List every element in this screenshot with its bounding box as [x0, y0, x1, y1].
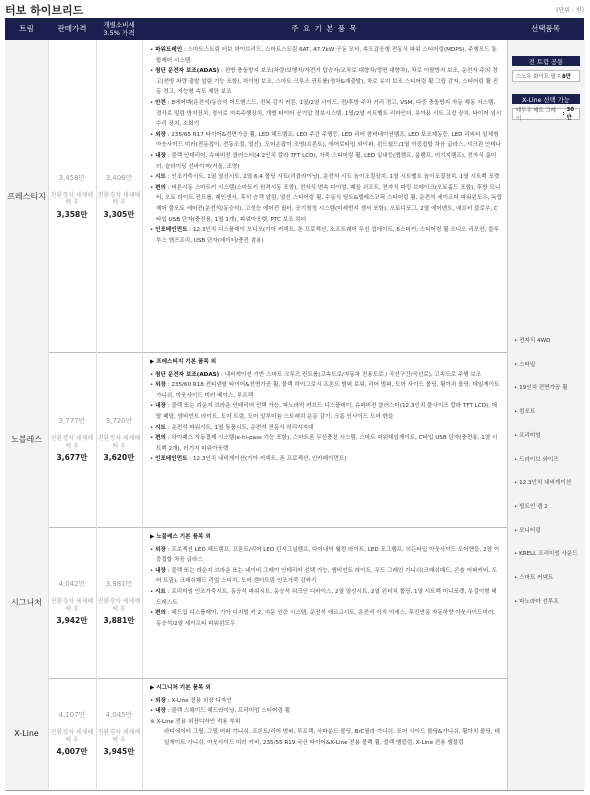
header-tax-price: [96, 18, 142, 40]
price-cell: [48, 527, 97, 678]
price-final: 3,358만: [56, 209, 88, 219]
option-item-price: 30만: [566, 107, 575, 121]
trim-name: 시그니처: [5, 527, 49, 678]
feature-item: • 인포테인먼트 : 12.3인치 디스플레이 오디오(기아 커넥트, 폰 프로젝션, 소프트웨어 무선 업데이트, 6스피커, 스티어링 휠 오디오 리모컨, 블루투스 핸즈프리, USB 단자(데이터/충전 겸용): [150, 227, 499, 244]
option-group-common-title: 전 트림 공통: [512, 56, 580, 66]
feature-item: • 안전 : 8에어백(운전석/동승석 어드밴스드, 전복 감지 커튼, 1열/2열 사이드, 전/후방 주차 거리 경고, VSM, 다중 충돌방지 자동 제동 시스템, 경사로 밀림 방지장치, 경사로 저속주행장치, 개별 타이어 공기압 경보시스템, 1열/2열 시트벨트 리마인더, 유아용 시트 고정 장치, 타이어 임시수리 장치, 소화기: [150, 99, 502, 128]
feature-list: [150, 683, 502, 749]
trim-row-prestige: [5, 40, 507, 353]
tax-price-original: 3,981만: [105, 580, 133, 588]
unit-label: (단위 : 원): [556, 7, 584, 14]
option-list-item: • 빌트인 캠 2: [514, 496, 584, 520]
tax-price-cell: [96, 678, 143, 789]
price-note: 친환경차 세제혜택 후: [50, 191, 94, 206]
header-tax-line2: 3.5% 가격: [103, 29, 135, 37]
option-item-label: 테두우 매트 그레이: [516, 108, 556, 122]
tax-price-cell: [96, 352, 143, 527]
tax-price-note: 친환경차 세제혜택 후: [97, 191, 141, 206]
tax-price-original: 3,720만: [105, 417, 133, 425]
feature-item: • 시트 : 프리미엄 인조가죽시트, 동승석 파워시트, 동승석 워크인 디바이스, 2열 열선시트, 2열 윈터치 폴딩, 1열 시트백 미니포켓, 옷걸이형 헤드레스트: [150, 588, 497, 606]
option-list-item: • 프리미엄: [514, 425, 584, 449]
price-cell: [48, 40, 97, 352]
trim-name: 노블레스: [5, 352, 49, 527]
options-column: [507, 40, 585, 790]
price-note: 친환경차 세제혜택 후: [50, 729, 94, 744]
option-item-label: 스노우 화이트 펄: [516, 74, 556, 80]
option-group-xline-title: X-Line 선택 가능: [512, 94, 580, 104]
tax-price-cell: [96, 527, 143, 678]
base-trim-note: ▶ 노블레스 기본 품목 외: [150, 534, 211, 540]
feature-item: • 외장 : 235/60 R18 컨티넨탈 타이어&전면가공 휠, 블랙 하이그로시 프론트 범퍼 로워, 리어 범퍼, 도어 사이드 몰딩, 휠아치 몰딩, 테일게이트 가니쉬, 아웃사이드 미러 베이스, 루프랙: [150, 382, 500, 399]
feature-list: [150, 357, 502, 465]
price-original: 4,107만: [58, 711, 86, 719]
trim-name: 프레스티지: [5, 40, 49, 352]
option-list-item: • 드라이브 와이즈: [514, 449, 584, 473]
option-common-item: 스노우 화이트 펄 : 8만: [512, 70, 580, 82]
price-final: 3,942만: [56, 616, 88, 625]
feature-item: • 외장 : 235/65 R17 타이어&전면가공 휠, LED 헤드램프, LED 주간 주행등, LED 리어 콤비네이션램프, LED 보조제동등, LED 리피터 일체형 아웃사이드 미러(전동접이, 전동조절, 열선), 도어손잡이 조명(프론트), 에어로타입 와이퍼, 윈드쉴드/1열 이중접합 차음 글라스, 샤크핀 안테나: [150, 131, 502, 149]
tax-price-final: 3,620만: [103, 453, 135, 462]
feature-item: • 편의 : 헤드업 디스플레이, 기아 디지털 키 2, 지문 인증 시스템, 운전석 에르고시트, 운전석 이지 억세스, 후진연동 자동하향 아웃사이드미러, 동승석/2열 세이프티 파워윈도우: [150, 610, 495, 627]
option-list-item: • 컴포트: [514, 401, 584, 425]
option-item-price: 8만: [562, 74, 572, 80]
header-trim: 트림: [19, 24, 34, 33]
option-list-item: • 19인치 전면가공 휠: [514, 377, 584, 401]
trim-row-xline: [5, 678, 507, 789]
feature-item: • 파워트레인 : 스마트스트림 터보 하이브리드, 스마트스트림 6AT, 47.7kW 구동 모터, 속도감응형 전동식 파워 스티어링(MDPS), 주행모드 통합제어 시스템: [150, 47, 497, 64]
trim-row-signature: [5, 527, 507, 679]
trim-name: X-Line: [5, 678, 49, 789]
header-price: 판매가격: [57, 24, 87, 33]
header-tax-line1: 개별소비세: [103, 21, 135, 29]
feature-item: • 첨단 운전자 보조(ADAS) : 내비게이션 기반 스마트 크루즈 컨트롤(고속도로/자동차 전용도로 / 곡선구간/곡선로), 고속도로 주행 보조: [150, 371, 482, 378]
price-final: 3,677만: [56, 453, 88, 462]
tax-price-note: 친환경차 세제혜택 후: [97, 598, 141, 613]
feature-item: • 시트 : 인조가죽시트, 1열 열선시트, 2열 6:4 폴딩 시트(리클라이닝), 운전석 시트 높이조절장치, 1열 시트벨트 높이조절장치, 1열 시트백 포켓: [150, 174, 500, 181]
tax-price-original: 4,045만: [105, 711, 133, 719]
tax-price-note: 친환경차 세제혜택 후: [97, 435, 141, 450]
tax-price-note: 친환경차 세제혜택 후: [97, 729, 141, 744]
trim-row-noblesse: [5, 352, 507, 528]
feature-item: • 시트 : 운전석 파워시트, 1열 통풍시트, 운전석 전동식 허리지지대: [150, 424, 314, 431]
tax-price-final: 3,881만: [103, 616, 135, 625]
tax-price-cell: [96, 40, 143, 352]
price-note: 친환경차 세제혜택 후: [50, 435, 94, 450]
table-header: [5, 18, 584, 40]
feature-item: • 편의 : 하이패스 자동결제 시스템(e-hi-pass 기능 포함), 스마트폰 무선충전 시스템, 스마트 파워테일게이트, C타입 USB 단자(충전용, 1열 시트백 2개), 러기지 파워아웃렛: [150, 435, 498, 452]
option-list-item: • 모니터링: [514, 520, 584, 544]
feature-item: • 편의 : 버튼시동 스마트키 시스템(스마트키 원격시동 포함), 전자식 변속 다이얼, 패들 쉬프트, 전자식 파킹 브레이크(오토홀드 포함), 후방 모니터, 오토 라이트 컨트롤, 레인센서, 후석 승객 알림, 열선 스티어링 휠, 수동식 틸트&텔레스코픽 스티어링 휠, 운전석 세이프티 파워윈도우, 독립제어 풀오토 에어컨(운전석/동승석), 고성능 에어컨 필터, 공기청정 시스템(미세먼지 센서 포함), 오토디포그, 2열 에어벤트, 애프터 블로우, C타입 USB 단자(충전용, 1열 1개), 파워아웃렛, PTC 보조 히터: [150, 184, 503, 223]
price-table: [5, 40, 584, 791]
feature-item: • 외장 : 프로젝션 LED 헤드램프, 프론트/리어 LED 턴시그널램프, 다이내믹 웰컴 라이트, LED 포그램프, 히든타입 아웃사이드 도어핸들, 2열 이중접합 차음 글라스: [150, 546, 500, 564]
option-list-item: • 스타일: [514, 354, 584, 378]
option-list-item: • 전자식 4WD: [514, 330, 584, 354]
feature-item: • 첨단 운전자 보조(ADAS) : 전방 충돌방지 보조(차량/보행자/자전거 탑승자/교차로 대향차/정면 대향차), 차로 이탈방지 보조, 운전자 주의 경고(전방 차량 출발 알림 기능 포함), 하이빔 보조, 스마트 크루즈 컨트롤(정차&재출발), 차로 유지 보조 스티어링 휠 그립 감지, 스티어링 휠 진동 경고, 지능형 속도 제한 보조: [150, 68, 499, 96]
feature-item: • 내장 : 블랙 스웨이드 헤드라이닝, 프리미엄 스티어링 휠: [150, 708, 291, 715]
xline-extra-title: ※ X-Line 전용 외장디자인 적용 부위: [150, 718, 241, 725]
feature-item: • 인포테인먼트 : 12.3인치 내비게이션(기아 커넥트, 폰 프로젝션, 인카페이먼트): [150, 456, 347, 463]
price-original: 3,458만: [58, 173, 86, 182]
header-main-features: 주 요 기 본 품 목: [291, 24, 358, 33]
feature-list: [150, 45, 502, 246]
header-options: 선택품목: [531, 24, 560, 33]
tax-price-original: 3,406만: [105, 173, 133, 182]
option-list-item: • 파노라마 선루프: [514, 591, 584, 615]
price-original: 3,777만: [58, 417, 86, 425]
option-list: [514, 330, 584, 614]
tax-price-final: 3,945만: [103, 747, 135, 756]
price-note: 친환경차 세제혜택 후: [50, 598, 94, 613]
feature-item: • 내장 : 블랙 인테리어, 슈퍼비전 클러스터(4.2인치 칼라 TFT LCD), 가죽 스티어링 휠, LED 실내등(맵램프, 룸램프, 러기지램프), 전자식 룸미러, 슬라이딩 선바이저(거울, 조명): [150, 152, 497, 170]
feature-item: • 내장 : 블랙 또는 라운지 브라운 또는 네이비 그레이 인테리어 선택 가능, 앰비언트 라이트, 무드 그레인 가니쉬(크래쉬패드, 콘솔 어퍼커버, 도어 트림), 크래쉬패드 리얼 스티치, 도어 센터트림 인조가죽 감싸기: [150, 567, 498, 585]
tax-price-final: 3,305만: [103, 209, 135, 219]
option-list-item: • 12.3인치 내비게이션: [514, 472, 584, 496]
feature-list: [150, 532, 502, 629]
page-title: 터보 하이브리드: [5, 4, 84, 17]
option-list-item: • KRELL 프리미엄 사운드: [514, 543, 584, 567]
base-trim-note: ▶ 시그니처 기본 품목 외: [150, 685, 211, 691]
price-cell: [48, 678, 97, 789]
feature-item: • 외장 : X-Line 전용 외장 디자인: [150, 697, 232, 704]
xline-extra-text: 라디에이터 그릴, 그릴 어퍼 가니쉬, 프론트/리어 범퍼, 루프랙, 사파운드 몰딩, B/C필라 가니쉬, 도어 사이드 몰딩&가니쉬, 휠아치 몰딩, 테일게이트 가니쉬, 아웃사이드 미러 커버, 235/55 R19 국산 타이어&X-Line 전용 블랙 휠, 블랙 엠블럼, X-Line 전용 엠블럼: [164, 729, 500, 746]
feature-item: • 내장 : 블랙 또는 라운지 브라운 인테리어 선택 가능, 파노라믹 커브드 디스플레이, 슈퍼비전 클러스터(12.3인치 풀사이즈 칼라 TFT LCD), 메탈 페달, 앰비언트 라이트, 도어 트림, 도어 알루미늄 스트래치 운동 감기, 크롬 인사이드 도어 핸들: [150, 403, 498, 420]
price-final: 4,007만: [56, 747, 88, 756]
price-cell: [48, 352, 97, 527]
base-trim-note: ▶ 프레스티지 기본 품목 외: [150, 359, 217, 365]
option-list-item: • 스마트 커넥트: [514, 567, 584, 591]
option-xline-item: 테두우 매트 그레이 : 30만: [512, 108, 580, 120]
price-original: 4,042만: [58, 580, 86, 588]
